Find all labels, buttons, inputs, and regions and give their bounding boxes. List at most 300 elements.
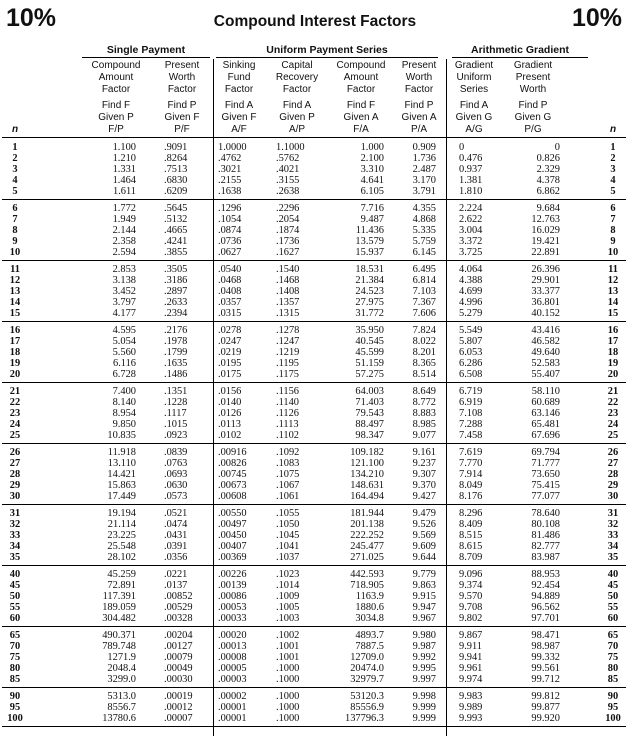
cell-n-right: 14: [607, 297, 619, 308]
cell-n: 34: [9, 541, 21, 552]
cell-pa: 4.355: [412, 203, 436, 214]
cell-pg: 12.763: [531, 214, 560, 225]
cell-n-right: 5: [610, 186, 616, 197]
header-pa-name: Present Worth Factor: [401, 60, 437, 95]
cell-fa: 51.159: [355, 358, 384, 369]
cell-af: .00497: [218, 519, 247, 530]
cell-fa: 718.905: [350, 580, 384, 591]
cell-n-right: 35: [607, 552, 619, 563]
cell-pa: 7.824: [412, 325, 436, 336]
cell-pg: 96.562: [531, 602, 560, 613]
cell-pg: 83.987: [531, 552, 560, 563]
cell-fp: 8.140: [112, 397, 136, 408]
table-row: [2, 491, 626, 502]
cell-n: 27: [9, 458, 21, 469]
table-row: [2, 674, 626, 685]
cell-n: 22: [9, 397, 21, 408]
cell-pa: 9.370: [412, 480, 436, 491]
cell-n-right: 9: [610, 236, 616, 247]
cell-n-right: 6: [610, 203, 616, 214]
table-row: [2, 480, 626, 491]
cell-ap: .1247: [276, 336, 300, 347]
cell-fa: 45.599: [355, 347, 384, 358]
cell-fa: 109.182: [350, 447, 384, 458]
row-group: [2, 505, 626, 566]
cell-ap: .1219: [276, 347, 300, 358]
cell-pf: .00204: [164, 630, 193, 641]
cell-fp: 9.850: [112, 419, 136, 430]
header-pg-name: Gradient Present Worth: [513, 60, 553, 95]
cell-af: .00608: [218, 491, 247, 502]
header-af-name: Sinking Fund Factor: [222, 60, 256, 95]
cell-fp: 13.110: [107, 458, 136, 469]
cell-af: .00226: [218, 569, 247, 580]
cell-pg: 81.486: [531, 530, 560, 541]
cell-pa: 8.883: [412, 408, 436, 419]
cell-n-right: 12: [607, 275, 619, 286]
cell-n: 6: [12, 203, 18, 214]
cell-pa: 9.644: [412, 552, 436, 563]
cell-pf: .9091: [164, 142, 188, 153]
cell-pg: 99.877: [531, 702, 560, 713]
cell-n: 12: [9, 275, 21, 286]
cell-fp: 2048.4: [107, 663, 136, 674]
cell-n: 29: [9, 480, 21, 491]
cell-pa: 4.868: [412, 214, 436, 225]
cell-pg: 97.701: [531, 613, 560, 624]
cell-af: .0102: [218, 430, 242, 441]
cell-af: .00008: [218, 652, 247, 663]
cell-fa: 35.950: [355, 325, 384, 336]
cell-n: 26: [9, 447, 21, 458]
cell-pf: .3505: [164, 264, 188, 275]
cell-af: .00001: [218, 713, 247, 724]
cell-fp: 1.949: [112, 214, 136, 225]
cell-ag: 6.919: [459, 397, 483, 408]
cell-fp: 19.194: [107, 508, 136, 519]
table-row: [2, 580, 626, 591]
header-fa-formula: Find F Given A F/A: [343, 100, 379, 135]
cell-af: .00001: [218, 702, 247, 713]
cell-n-right: 33: [607, 530, 619, 541]
cell-n-right: 55: [607, 602, 619, 613]
table-row: [2, 203, 626, 214]
cell-ap: .1315: [276, 308, 300, 319]
cell-af: .0408: [218, 286, 242, 297]
cell-af: 1.0000: [218, 142, 247, 153]
cell-pf: .1635: [164, 358, 188, 369]
table-row: [2, 630, 626, 641]
table-row: [2, 447, 626, 458]
cell-n: 9: [12, 236, 18, 247]
cell-fp: 25.548: [107, 541, 136, 552]
cell-n: 21: [9, 386, 21, 397]
table-row: [2, 713, 626, 724]
cell-n-right: 19: [607, 358, 619, 369]
cell-fa: 148.631: [350, 480, 384, 491]
cell-pa: 9.999: [412, 713, 436, 724]
cell-ap: .1278: [276, 325, 300, 336]
cell-fa: 88.497: [355, 419, 384, 430]
cell-af: .00916: [218, 447, 247, 458]
cell-fa: 64.003: [355, 386, 384, 397]
cell-n-right: 3: [610, 164, 616, 175]
cell-pf: .00127: [164, 641, 193, 652]
cell-fa: 79.543: [355, 408, 384, 419]
cell-fp: 15.863: [107, 480, 136, 491]
cell-af: .1054: [218, 214, 242, 225]
cell-fa: 201.138: [350, 519, 384, 530]
cell-ap: .1000: [276, 674, 300, 685]
cell-n-right: 29: [607, 480, 619, 491]
cell-pf: .00012: [164, 702, 193, 713]
cell-ag: 9.961: [459, 663, 483, 674]
cell-ap: .1102: [276, 430, 299, 441]
cell-n: 50: [9, 591, 21, 602]
cell-n-right: 1: [610, 142, 616, 153]
cell-pa: 9.947: [412, 602, 436, 613]
row-group: [2, 261, 626, 322]
cell-ap: .2054: [276, 214, 300, 225]
cell-n-right: 26: [607, 447, 619, 458]
cell-fp: 45.259: [107, 569, 136, 580]
cell-pa: 9.915: [412, 591, 436, 602]
cell-fp: 14.421: [107, 469, 136, 480]
cell-n: 19: [9, 358, 21, 369]
cell-n-right: 17: [607, 336, 619, 347]
header-ag-formula: Find A Given G A/G: [455, 100, 493, 135]
cell-pg: 99.332: [531, 652, 560, 663]
cell-pg: 43.416: [531, 325, 560, 336]
cell-ag: 9.974: [459, 674, 483, 685]
table-row: [2, 336, 626, 347]
cell-n: 95: [9, 702, 21, 713]
cell-n-right: 31: [607, 508, 619, 519]
cell-n: 33: [9, 530, 21, 541]
cell-pf: .3186: [164, 275, 188, 286]
cell-ag: 9.802: [459, 613, 483, 624]
cell-n-right: 45: [607, 580, 619, 591]
cell-fa: 32979.7: [350, 674, 384, 685]
cell-pa: 3.170: [412, 175, 436, 186]
cell-fa: 13.579: [355, 236, 384, 247]
cell-fa: 31.772: [355, 308, 384, 319]
cell-af: .0315: [218, 308, 242, 319]
cell-n: 45: [9, 580, 21, 591]
cell-n: 18: [9, 347, 21, 358]
cell-fp: 8556.7: [107, 702, 136, 713]
cell-n: 2: [12, 153, 18, 164]
cell-af: .0736: [218, 236, 242, 247]
cell-ag: 8.515: [459, 530, 483, 541]
cell-pf: .00328: [164, 613, 193, 624]
cell-pa: 9.161: [412, 447, 436, 458]
cell-ap: .1001: [276, 641, 300, 652]
cell-af: .00002: [218, 691, 247, 702]
cell-af: .1296: [218, 203, 242, 214]
cell-pf: .1799: [164, 347, 188, 358]
cell-pf: .0391: [164, 541, 188, 552]
cell-fa: 2.100: [360, 153, 384, 164]
cell-fp: 2.594: [112, 247, 136, 258]
cell-fp: 8.954: [112, 408, 136, 419]
cell-ap: .1055: [276, 508, 300, 519]
cell-af: .0140: [218, 397, 242, 408]
cell-af: .00020: [218, 630, 247, 641]
cell-af: .0468: [218, 275, 242, 286]
cell-fa: 121.100: [350, 458, 384, 469]
cell-pg: 88.953: [531, 569, 560, 580]
cell-ap: .1874: [276, 225, 300, 236]
cell-af: .00450: [218, 530, 247, 541]
cell-ap: .1092: [276, 447, 300, 458]
cell-fa: 222.252: [350, 530, 384, 541]
cell-n-right: 60: [607, 613, 619, 624]
table-row: [2, 369, 626, 380]
cell-pg: 80.108: [531, 519, 560, 530]
table-row: [2, 275, 626, 286]
cell-fp: 6.116: [113, 358, 136, 369]
header-af-formula: Find A Given F A/F: [221, 100, 257, 135]
cell-fa: 15.937: [355, 247, 384, 258]
cell-n-right: 50: [607, 591, 619, 602]
table-row: [2, 602, 626, 613]
cell-fp: 23.225: [107, 530, 136, 541]
cell-af: .00053: [218, 602, 247, 613]
interest-rate-right: 10%: [571, 4, 622, 32]
row-group: [2, 688, 626, 727]
cell-ap: .1000: [276, 713, 300, 724]
cell-fa: 40.545: [355, 336, 384, 347]
cell-fp: 490.371: [102, 630, 136, 641]
cell-n-right: 80: [607, 663, 619, 674]
cell-ag: 8.176: [459, 491, 483, 502]
cell-fp: 11.918: [107, 447, 136, 458]
cell-pg: 67.696: [531, 430, 560, 441]
cell-fa: 7887.5: [355, 641, 384, 652]
cell-n-right: 10: [607, 247, 619, 258]
cell-fa: 85556.9: [350, 702, 384, 713]
cell-pf: .2394: [164, 308, 188, 319]
cell-n: 4: [12, 175, 18, 186]
cell-ag: 3.725: [459, 247, 483, 258]
table-row: [2, 469, 626, 480]
cell-n: 8: [12, 225, 18, 236]
table-row: [2, 214, 626, 225]
cell-ap: .1083: [276, 458, 300, 469]
group-underline: [452, 57, 588, 58]
cell-af: .1638: [218, 186, 242, 197]
cell-af: .00673: [218, 480, 247, 491]
header-ag-name: Gradient Uniform Series: [454, 60, 494, 95]
cell-pg: 77.077: [531, 491, 560, 502]
cell-ap: .1014: [276, 580, 300, 591]
cell-fa: 20474.0: [350, 663, 384, 674]
cell-pf: .8264: [164, 153, 188, 164]
cell-pg: 98.987: [531, 641, 560, 652]
cell-ag: 9.374: [459, 580, 483, 591]
row-group: [2, 444, 626, 505]
cell-n: 16: [9, 325, 21, 336]
cell-ap: .1075: [276, 469, 300, 480]
cell-fp: 1.100: [112, 142, 136, 153]
cell-pa: 9.992: [412, 652, 436, 663]
cell-pa: 3.791: [412, 186, 436, 197]
cell-pa: 0.909: [412, 142, 436, 153]
cell-n-right: 75: [607, 652, 619, 663]
cell-n: 32: [9, 519, 21, 530]
cell-n: 17: [9, 336, 21, 347]
table-row: [2, 286, 626, 297]
cell-af: .0357: [218, 297, 242, 308]
cell-ag: 0.937: [459, 164, 483, 175]
cell-ap: .4021: [276, 164, 300, 175]
cell-af: .0219: [218, 347, 242, 358]
cell-n: 35: [9, 552, 21, 563]
cell-pf: .5132: [164, 214, 188, 225]
cell-fa: 27.975: [355, 297, 384, 308]
cell-fp: 17.449: [107, 491, 136, 502]
cell-pa: 8.201: [412, 347, 436, 358]
cell-n: 24: [9, 419, 21, 430]
cell-ag: 7.770: [459, 458, 483, 469]
cell-ag: 8.049: [459, 480, 483, 491]
cell-pa: 9.997: [412, 674, 436, 685]
cell-ag: 3.004: [459, 225, 483, 236]
cell-pg: 36.801: [531, 297, 560, 308]
cell-ap: .5762: [276, 153, 300, 164]
cell-pg: 46.582: [531, 336, 560, 347]
cell-n: 31: [9, 508, 21, 519]
cell-ap: .3155: [276, 175, 300, 186]
cell-ap: .1045: [276, 530, 300, 541]
cell-pg: 16.029: [531, 225, 560, 236]
cell-pg: 99.812: [531, 691, 560, 702]
cell-pg: 52.583: [531, 358, 560, 369]
cell-fa: 21.384: [355, 275, 384, 286]
cell-pg: 98.471: [531, 630, 560, 641]
header-ap-formula: Find A Given P A/P: [279, 100, 315, 135]
cell-pf: .0431: [164, 530, 188, 541]
table-row: [2, 541, 626, 552]
cell-fp: 1.210: [112, 153, 136, 164]
cell-pg: 6.862: [536, 186, 560, 197]
table-row: [2, 530, 626, 541]
cell-fp: 3.138: [112, 275, 136, 286]
cell-pa: 8.649: [412, 386, 436, 397]
cell-af: .00005: [218, 663, 247, 674]
cell-fa: 24.523: [355, 286, 384, 297]
cell-pf: .7513: [164, 164, 188, 175]
cell-ag: 9.911: [459, 641, 482, 652]
cell-fp: 1.464: [112, 175, 136, 186]
cell-pa: 9.999: [412, 702, 436, 713]
cell-ap: .1540: [276, 264, 300, 275]
cell-ap: 1.1000: [276, 142, 305, 153]
cell-ap: .1126: [276, 408, 299, 419]
cell-pf: .4665: [164, 225, 188, 236]
cell-ag: 5.279: [459, 308, 483, 319]
cell-af: .00826: [218, 458, 247, 469]
cell-pg: 40.152: [531, 308, 560, 319]
cell-ag: 4.064: [459, 264, 483, 275]
cell-pf: .0839: [164, 447, 188, 458]
table-row: [2, 613, 626, 624]
cell-n-right: 90: [607, 691, 619, 702]
cell-pf: .1978: [164, 336, 188, 347]
cell-ag: 5.807: [459, 336, 483, 347]
cell-pf: .3855: [164, 247, 188, 258]
cell-n: 60: [9, 613, 21, 624]
header-pg-formula: Find P Given G P/G: [514, 100, 552, 135]
cell-af: .0627: [218, 247, 242, 258]
cell-pf: .00852: [164, 591, 193, 602]
cell-pa: 9.569: [412, 530, 436, 541]
cell-n-right: 18: [607, 347, 619, 358]
cell-pf: .0521: [164, 508, 188, 519]
cell-pf: .00529: [164, 602, 193, 613]
cell-ap: .1002: [276, 630, 300, 641]
cell-af: .0540: [218, 264, 242, 275]
cell-ap: .2296: [276, 203, 300, 214]
cell-pa: 9.980: [412, 630, 436, 641]
cell-n-right: 70: [607, 641, 619, 652]
cell-fa: 134.210: [350, 469, 384, 480]
cell-af: .00086: [218, 591, 247, 602]
cell-ag: 7.914: [459, 469, 483, 480]
cell-pa: 6.495: [412, 264, 436, 275]
cell-fa: 4893.7: [355, 630, 384, 641]
cell-pa: 8.985: [412, 419, 436, 430]
cell-pg: 58.110: [531, 386, 560, 397]
cell-pg: 0.826: [536, 153, 560, 164]
cell-n: 70: [9, 641, 21, 652]
cell-pa: 8.514: [412, 369, 436, 380]
cell-n-right: 16: [607, 325, 619, 336]
cell-n-right: 15: [607, 308, 619, 319]
table-row: [2, 702, 626, 713]
cell-pg: 94.889: [531, 591, 560, 602]
cell-ag: 6.286: [459, 358, 483, 369]
cell-ap: .1000: [276, 691, 300, 702]
cell-ag: 4.699: [459, 286, 483, 297]
cell-pf: .00019: [164, 691, 193, 702]
cell-af: .2155: [218, 175, 242, 186]
cell-ap: .1175: [276, 369, 299, 380]
cell-n: 11: [10, 264, 20, 275]
cell-pf: .1228: [164, 397, 188, 408]
cell-af: .0156: [218, 386, 242, 397]
table-row: [2, 264, 626, 275]
cell-pf: .0630: [164, 480, 188, 491]
cell-n: 90: [9, 691, 21, 702]
cell-fa: 4.641: [360, 175, 384, 186]
table-row: [2, 175, 626, 186]
table-row: [2, 247, 626, 258]
cell-n: 25: [9, 430, 21, 441]
cell-n-right: 22: [607, 397, 619, 408]
cell-ag: 6.053: [459, 347, 483, 358]
cell-ag: 9.708: [459, 602, 483, 613]
table-row: [2, 347, 626, 358]
cell-ag: 9.570: [459, 591, 483, 602]
cell-ap: .1009: [276, 591, 300, 602]
cell-ag: 5.549: [459, 325, 483, 336]
cell-ap: .1000: [276, 663, 300, 674]
table-row: [2, 164, 626, 175]
cell-ap: .1067: [276, 480, 300, 491]
cell-fp: 4.595: [112, 325, 136, 336]
